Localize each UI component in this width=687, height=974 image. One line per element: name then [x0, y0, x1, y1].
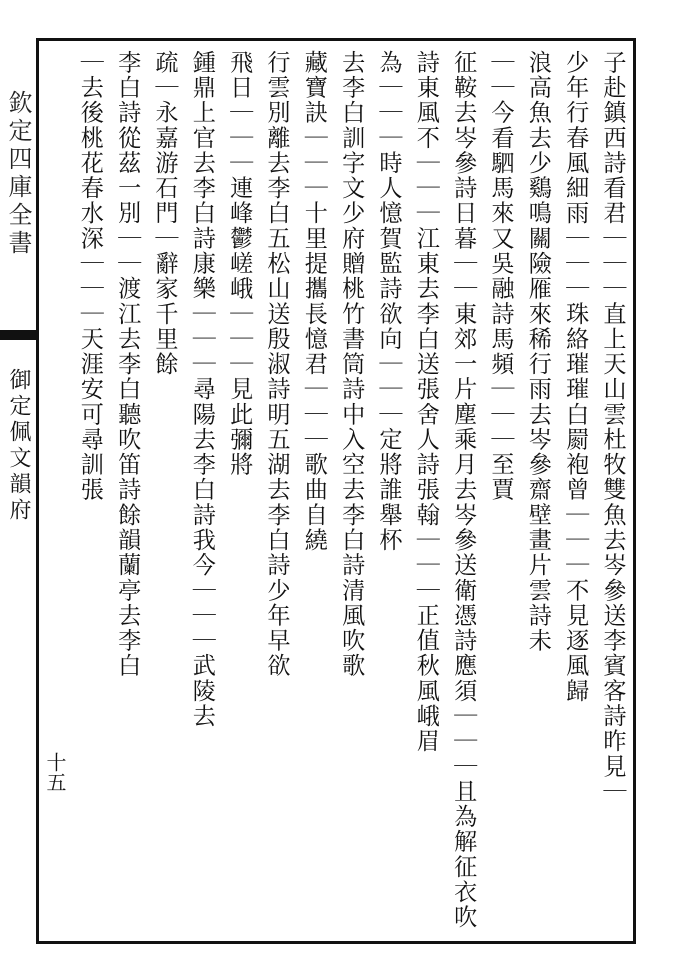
text-column: 鍾鼎上官去李白詩康樂｜｜｜尋陽去李白詩我今｜｜｜武陵去 — [188, 50, 215, 729]
text-column: 為｜｜｜時人憶賀監詩欲向｜｜｜定將誰舉杯 — [374, 50, 401, 553]
text-column: 飛日｜｜｜連峰鬱嵯峨｜｜｜見此彌將 — [225, 50, 252, 478]
text-column: 行雲別離去李白五松山送殷淑詩明五湖去李白詩少年早欲 — [262, 50, 289, 679]
volume-title: 御定佩文韻府 — [6, 368, 31, 524]
page-number: 十五 — [43, 752, 67, 792]
text-column: 浪高魚去少鷄鳴關險雁來稀行雨去岑參齋壁畫片雲詩未 — [524, 50, 551, 654]
text-column: 少年行春風細雨｜｜｜珠絡璀璀白罽袍曾｜｜｜不見逐風歸 — [561, 50, 588, 704]
text-column: 藏寶訣｜｜｜十里提攜長憶君｜｜｜歌曲自繞 — [300, 50, 327, 553]
text-column: 征鞍去岑參詩日暮｜｜東郊一片塵乘月去岑參送衛憑詩應須｜｜｜且為解征衣吹 — [449, 50, 476, 930]
text-column: ｜｜今看駟馬來又吳融詩馬頻｜｜｜至賈 — [486, 50, 513, 503]
text-column: 子赴鎮西詩看君｜｜｜直上天山雲杜牧雙魚去岑參送李賓客詩昨見｜ — [598, 50, 625, 805]
book-title: 欽定四庫全書 — [4, 90, 32, 258]
text-column: 去李白訓字文少府贈桃竹書筒詩中入空去李白詩清風吹歌 — [337, 50, 364, 679]
text-column: 疏｜永嘉游石門｜辭家千里餘 — [150, 50, 177, 377]
text-column: 詩東風不｜｜｜江東去李白送張舍人詩張翰｜｜｜正值秋風峨眉 — [412, 50, 439, 754]
text-column: 李白詩從茲一別｜｜渡江去李白聽吹笛詩餘韻蘭亭去李白 — [113, 50, 140, 679]
margin-bar — [0, 330, 36, 340]
text-column: ｜去後桃花春水深｜｜｜天涯安可尋訓張 — [76, 50, 103, 503]
margin-strip — [0, 38, 36, 944]
